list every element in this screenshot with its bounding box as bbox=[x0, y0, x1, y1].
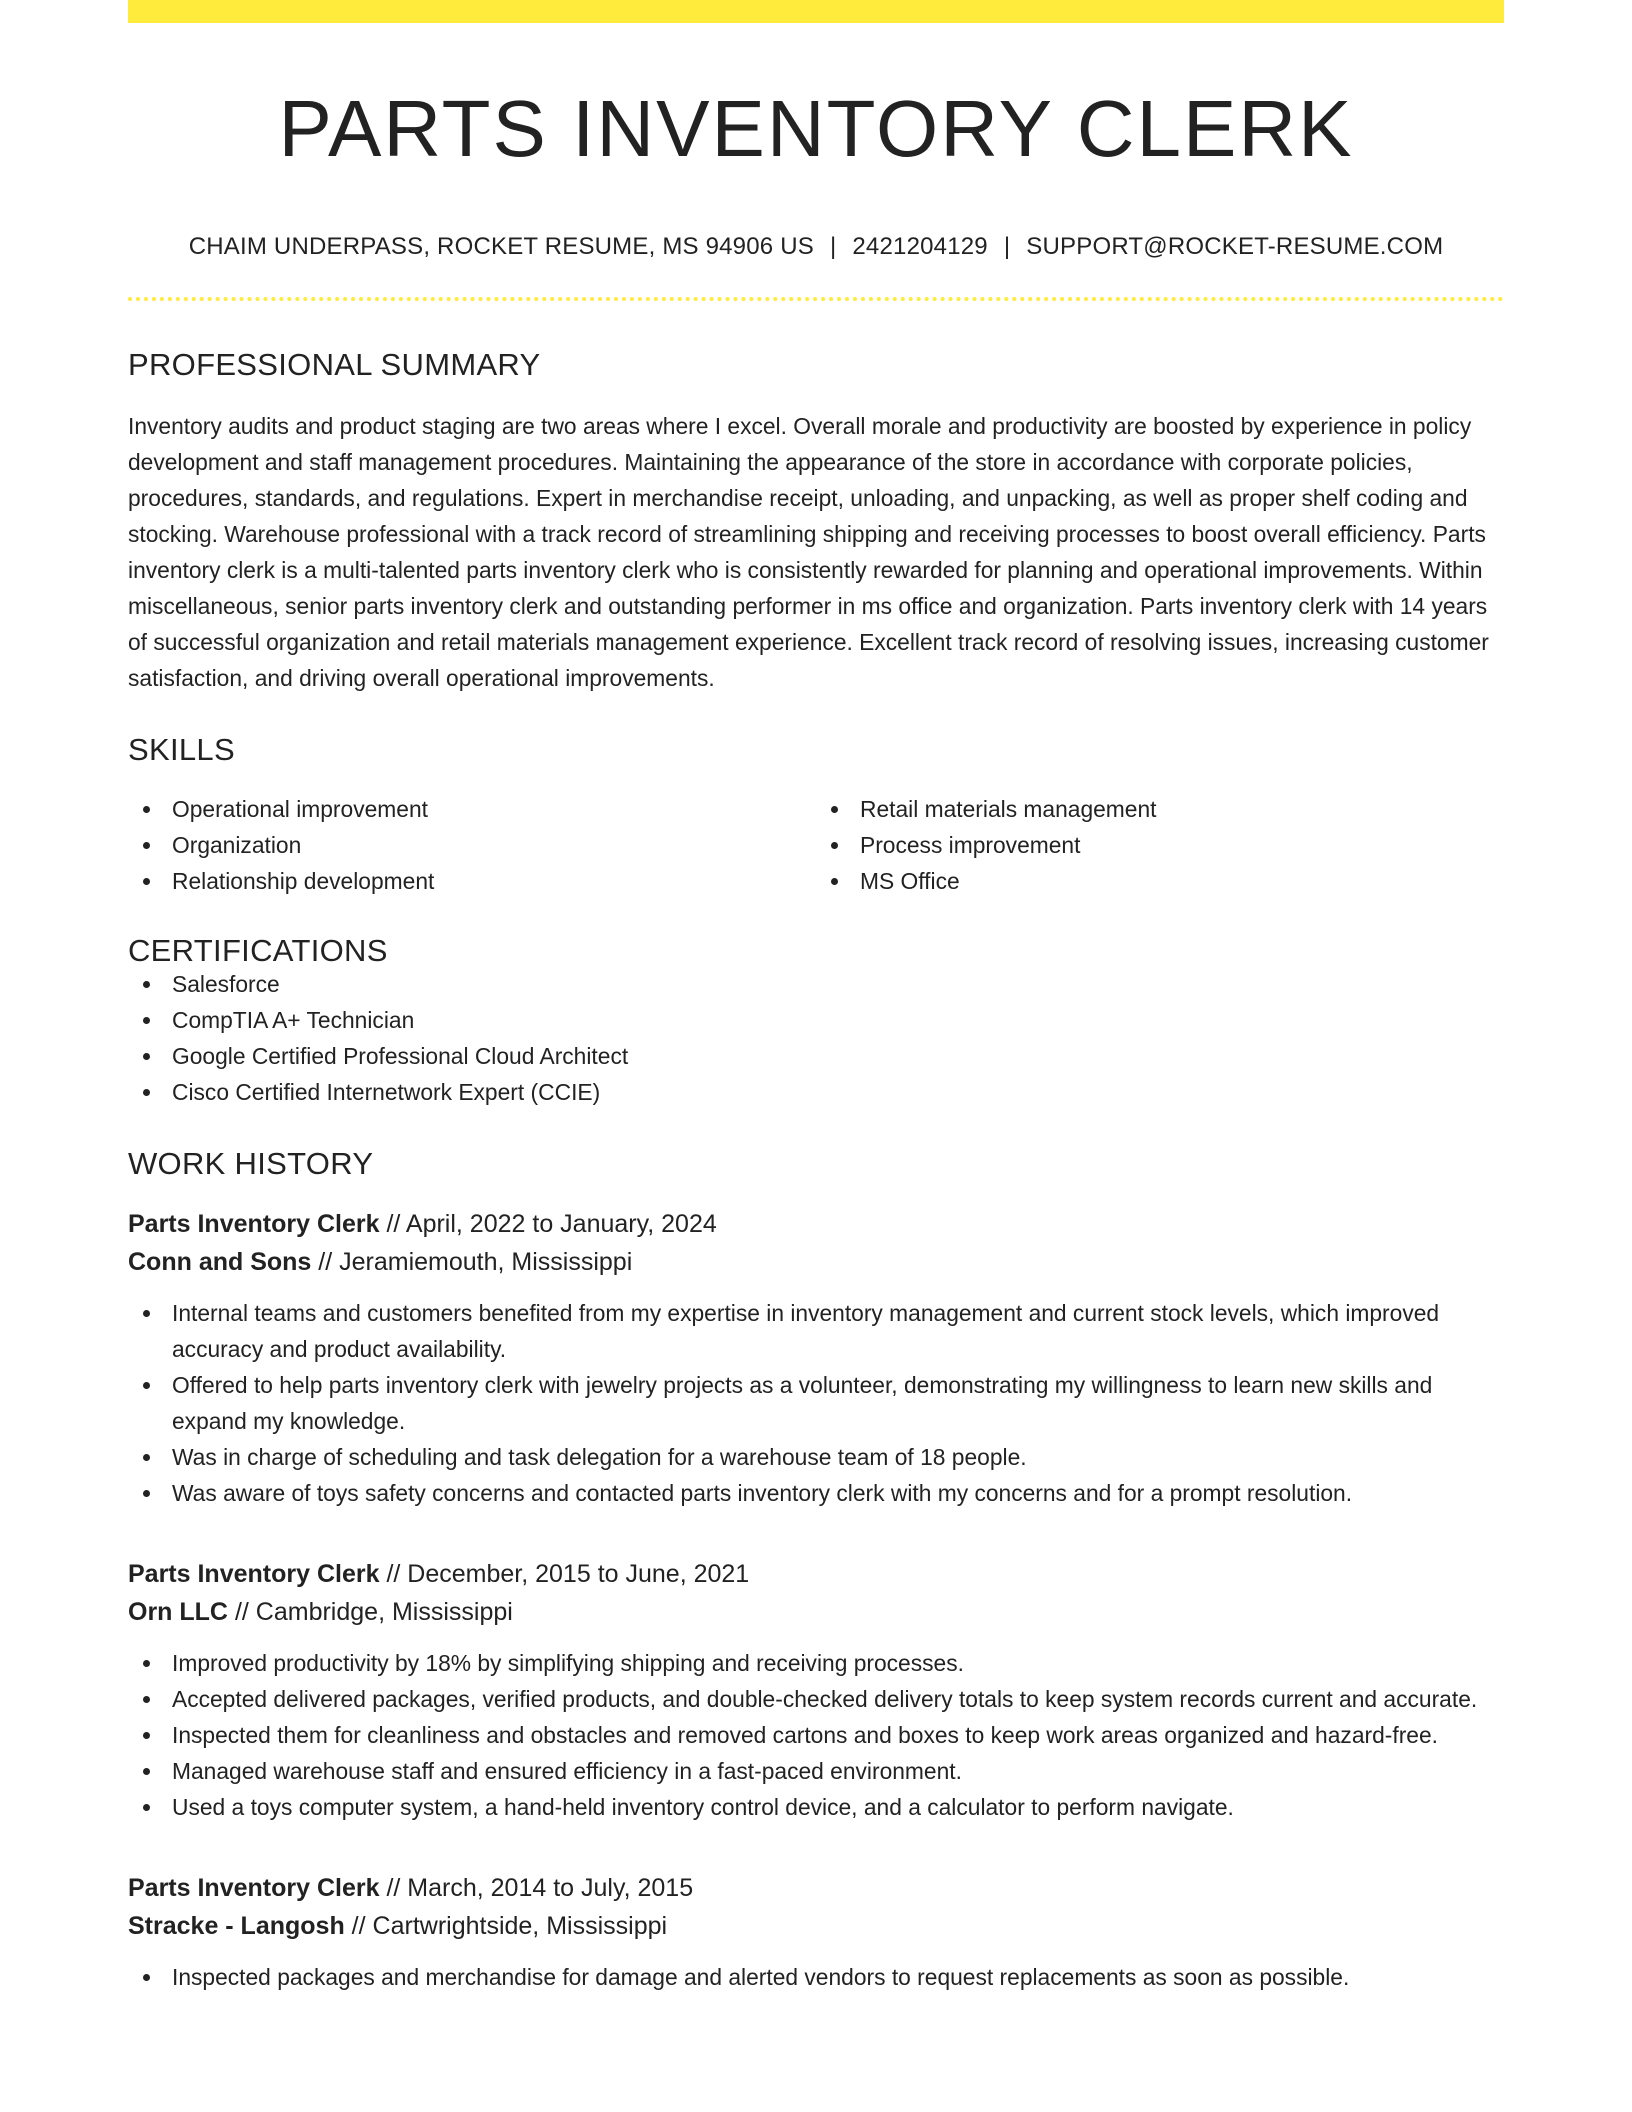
job-divider: // bbox=[311, 1248, 340, 1276]
job-bullet: Was aware of toys safety concerns and contacted parts inventory clerk with my concerns and for a prompt resolution. bbox=[128, 1475, 1504, 1511]
job-entry bbox=[128, 1555, 1504, 1825]
job-dates: December, 2015 to June, 2021 bbox=[407, 1560, 750, 1588]
skill-item: Process improvement bbox=[816, 827, 1504, 863]
job-dates: April, 2022 to January, 2024 bbox=[405, 1210, 717, 1238]
job-location: Jeramiemouth, Mississippi bbox=[339, 1248, 633, 1276]
job-divider: // bbox=[344, 1912, 373, 1940]
job-divider: // bbox=[228, 1598, 256, 1626]
work-history-heading: WORK HISTORY bbox=[128, 1146, 374, 1181]
job-role: Parts Inventory Clerk bbox=[128, 1560, 380, 1588]
contact-address: CHAIM UNDERPASS, ROCKET RESUME, MS 94906 US bbox=[188, 233, 814, 260]
job-bullets bbox=[128, 1959, 1504, 1995]
skill-item: MS Office bbox=[816, 863, 1504, 899]
contact-separator: | bbox=[829, 233, 837, 260]
job-divider: // bbox=[379, 1874, 408, 1902]
job-divider: // bbox=[379, 1210, 406, 1238]
job-company: Conn and Sons bbox=[128, 1248, 312, 1276]
summary-heading: PROFESSIONAL SUMMARY bbox=[128, 347, 541, 382]
skill-item: Operational improvement bbox=[128, 791, 816, 827]
resume-page bbox=[128, 0, 1504, 1995]
job-role: Parts Inventory Clerk bbox=[128, 1210, 380, 1238]
dotted-divider bbox=[128, 297, 1504, 301]
certification-item: Salesforce bbox=[128, 966, 1504, 1002]
contact-phone: 2421204129 bbox=[852, 233, 988, 260]
skill-item: Retail materials management bbox=[816, 791, 1504, 827]
contact-separator: | bbox=[1003, 233, 1011, 260]
certifications-heading: CERTIFICATIONS bbox=[128, 933, 388, 968]
job-company: Orn LLC bbox=[128, 1598, 228, 1626]
job-dates: March, 2014 to July, 2015 bbox=[407, 1874, 694, 1902]
skills-left-list bbox=[128, 791, 816, 899]
certification-item: Cisco Certified Internetwork Expert (CCIE) bbox=[128, 1074, 1504, 1110]
job-bullets bbox=[128, 1645, 1504, 1825]
job-company-line bbox=[128, 1593, 1504, 1631]
job-entry bbox=[128, 1869, 1504, 1995]
skill-item: Relationship development bbox=[128, 863, 816, 899]
skills-heading: SKILLS bbox=[128, 732, 235, 767]
job-bullet: Internal teams and customers benefited from my expertise in inventory management and current stock levels, which improved accuracy and product availability. bbox=[128, 1295, 1504, 1367]
contact-line bbox=[128, 235, 1504, 259]
job-bullet: Offered to help parts inventory clerk with jewelry projects as a volunteer, demonstrating my willingness to learn new skills and expand my knowledge. bbox=[128, 1367, 1504, 1439]
certification-item: Google Certified Professional Cloud Architect bbox=[128, 1038, 1504, 1074]
summary-text: Inventory audits and product staging are two areas where I excel. Overall morale and productivity are boosted by experience in policy development and staff management procedures. Maintaining the appearance of the store in accordance with corporate policies, procedures, standards, and regulations. Expert in merchandise receipt, unloading, and unpacking, as well as proper shelf coding and stocking. Warehouse professional with a track record of streamlining shipping and receiving processes to boost overall efficiency. Parts inventory clerk is a multi-talented parts inventory clerk who is consistently rewarded for planning and operational improvements. Within miscellaneous, senior parts inventory clerk and outstanding performer in ms office and organization. Parts inventory clerk with 14 years of successful organization and retail materials management experience. Excellent track record of resolving issues, increasing customer satisfaction, and driving overall operational improvements. bbox=[128, 413, 1489, 691]
skill-item: Organization bbox=[128, 827, 816, 863]
job-location: Cartwrightside, Mississippi bbox=[372, 1912, 668, 1940]
job-role: Parts Inventory Clerk bbox=[128, 1874, 380, 1902]
job-company: Stracke - Langosh bbox=[128, 1912, 345, 1940]
accent-top-bar bbox=[128, 0, 1504, 23]
certifications-list bbox=[128, 966, 1504, 1110]
job-company-line bbox=[128, 1907, 1504, 1945]
job-bullet: Accepted delivered packages, verified products, and double-checked delivery totals to keep system records current and accurate. bbox=[128, 1681, 1504, 1717]
skills-right-list bbox=[816, 791, 1504, 899]
job-location: Cambridge, Mississippi bbox=[255, 1598, 513, 1626]
job-role-line bbox=[128, 1869, 1504, 1907]
job-entry bbox=[128, 1205, 1504, 1511]
job-divider: // bbox=[379, 1560, 408, 1588]
job-bullet: Used a toys computer system, a hand-held inventory control device, and a calculator to perform navigate. bbox=[128, 1789, 1504, 1825]
job-company-line bbox=[128, 1243, 1504, 1281]
job-bullet: Inspected packages and merchandise for damage and alerted vendors to request replacements as soon as possible. bbox=[128, 1959, 1504, 1995]
job-bullet: Inspected them for cleanliness and obstacles and removed cartons and boxes to keep work areas organized and hazard-free. bbox=[128, 1717, 1504, 1753]
job-bullet: Improved productivity by 18% by simplifying shipping and receiving processes. bbox=[128, 1645, 1504, 1681]
job-bullet: Managed warehouse staff and ensured efficiency in a fast-paced environment. bbox=[128, 1753, 1504, 1789]
job-role-line bbox=[128, 1555, 1504, 1593]
candidate-name: PARTS INVENTORY CLERK bbox=[278, 84, 1354, 173]
contact-email: SUPPORT@ROCKET-RESUME.COM bbox=[1026, 233, 1444, 260]
job-role-line bbox=[128, 1205, 1504, 1243]
skills-columns bbox=[128, 791, 1504, 899]
job-bullet: Was in charge of scheduling and task delegation for a warehouse team of 18 people. bbox=[128, 1439, 1504, 1475]
job-bullets bbox=[128, 1295, 1504, 1511]
certification-item: CompTIA A+ Technician bbox=[128, 1002, 1504, 1038]
